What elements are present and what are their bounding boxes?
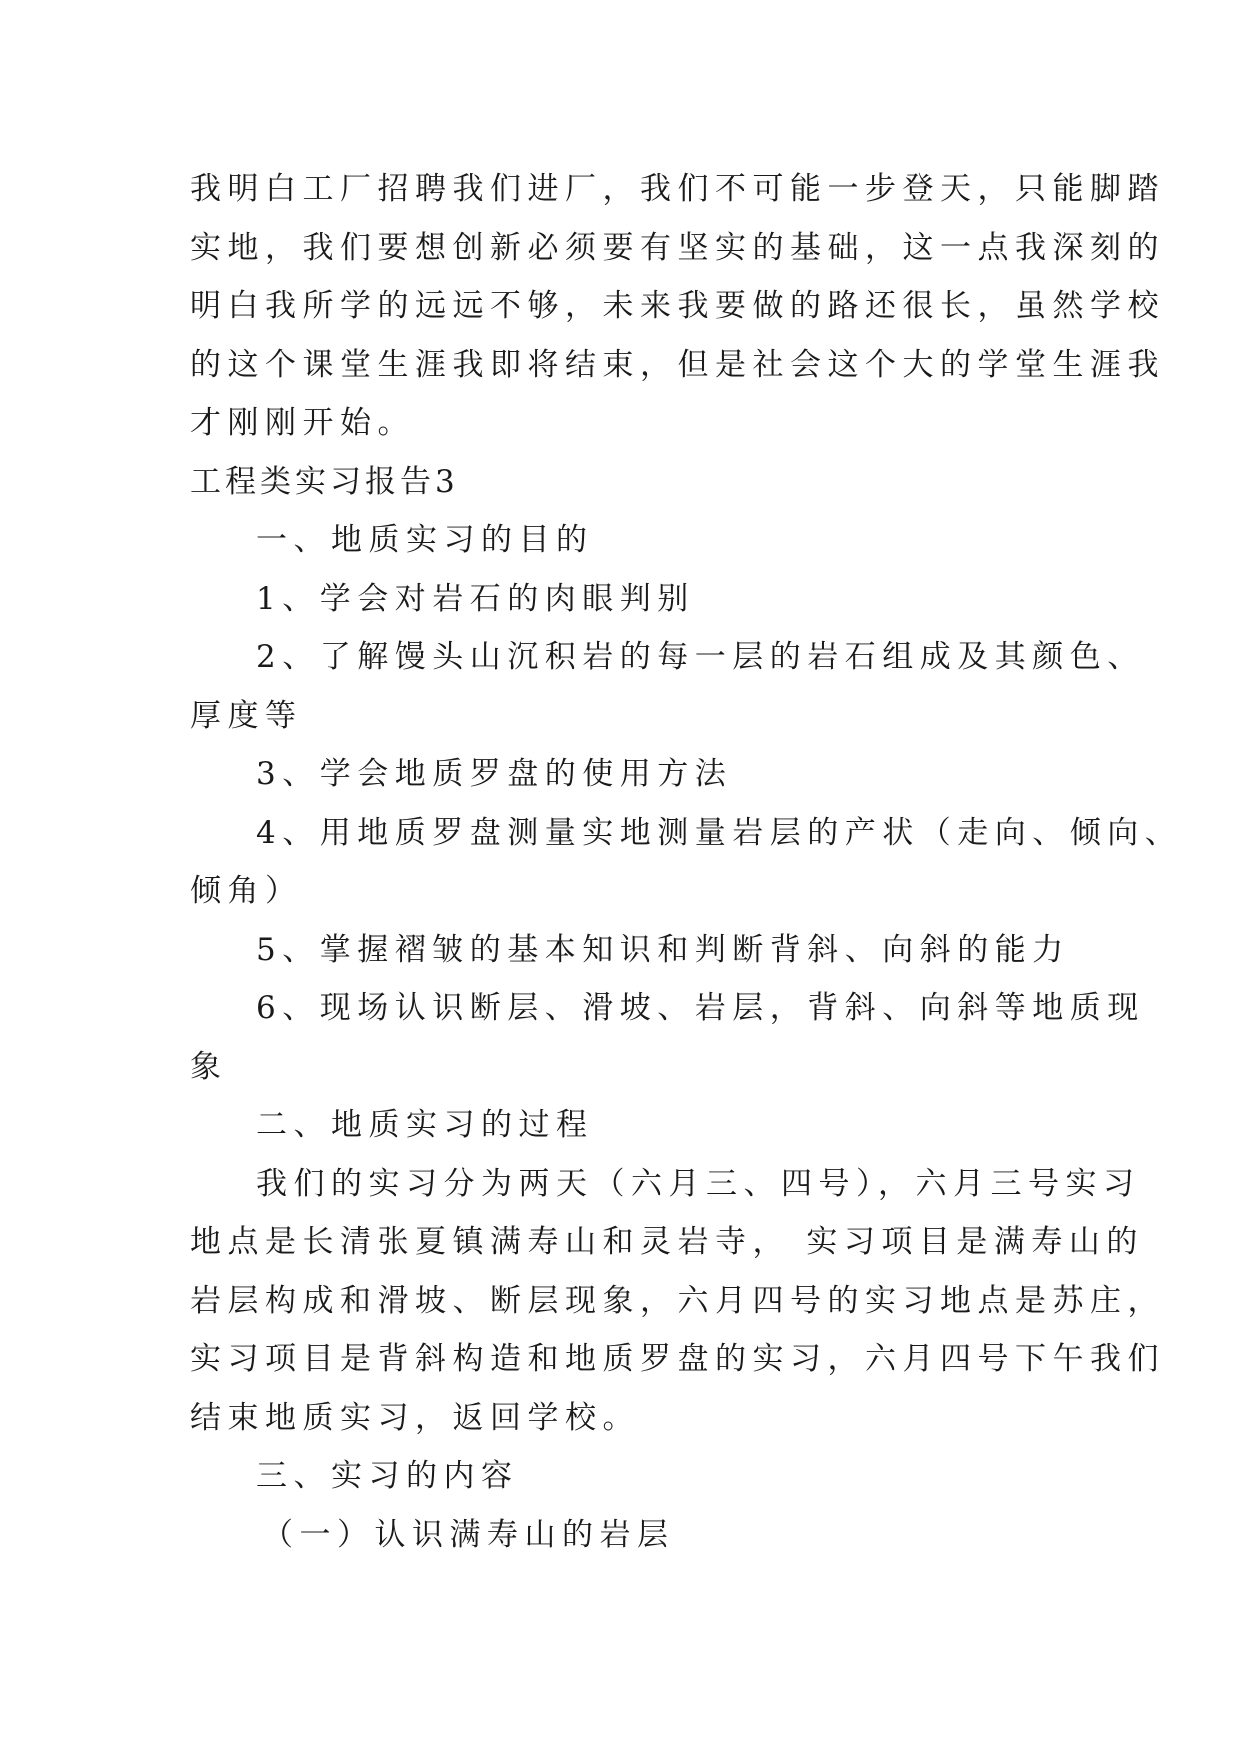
list-item: 6、现场认识断层、滑坡、岩层，背斜、向斜等地质现	[256, 990, 1145, 1026]
paragraph-line: 实地，我们要想创新必须要有坚实的基础，这一点我深刻的	[190, 229, 1165, 266]
paragraph-line: 结束地质实习，返回学校。	[190, 1399, 640, 1436]
section-heading: 二、地质实习的过程	[256, 1107, 594, 1143]
list-item-continuation: 厚度等	[190, 697, 303, 734]
list-item: 3、学会地质罗盘的使用方法	[256, 756, 733, 792]
paragraph-line: 我明白工厂招聘我们进厂，我们不可能一步登天，只能脚踏	[190, 171, 1165, 207]
section-heading: 一、地质实习的目的	[256, 522, 594, 558]
paragraph-line: 实习项目是背斜构造和地质罗盘的实习，六月四号下午我们	[190, 1341, 1165, 1377]
paragraph-line: 我们的实习分为两天（六月三、四号），六月三号实习	[256, 1165, 1141, 1202]
list-item: 2、了解馒头山沉积岩的每一层的岩石组成及其颜色、	[256, 639, 1145, 675]
document-body	[190, 160, 1183, 1564]
list-item-continuation: 象	[190, 1048, 228, 1085]
subsection-heading: （一）认识满寿山的岩层	[262, 1516, 675, 1553]
paragraph-line: 才刚刚开始。	[190, 405, 415, 441]
paragraph-line: 岩层构成和滑坡、断层现象，六月四号的实习地点是苏庄，	[190, 1282, 1165, 1319]
list-item: 1、学会对岩石的肉眼判别	[256, 580, 695, 617]
section-heading: 三、实习的内容	[256, 1458, 519, 1494]
list-item: 5、掌握褶皱的基本知识和判断背斜、向斜的能力	[256, 931, 1070, 968]
list-item-continuation: 倾角）	[190, 873, 303, 909]
report-title: 工程类实习报告3	[190, 463, 459, 500]
paragraph-line: 的这个课堂生涯我即将结束，但是社会这个大的学堂生涯我	[190, 346, 1165, 383]
list-item: 4、用地质罗盘测量实地测量岩层的产状（走向、倾向、	[256, 814, 1183, 851]
paragraph-line: 地点是长清张夏镇满寿山和灵岩寺， 实习项目是满寿山的	[190, 1224, 1144, 1260]
paragraph-line: 明白我所学的远远不够，未来我要做的路还很长，虽然学校	[190, 288, 1165, 324]
